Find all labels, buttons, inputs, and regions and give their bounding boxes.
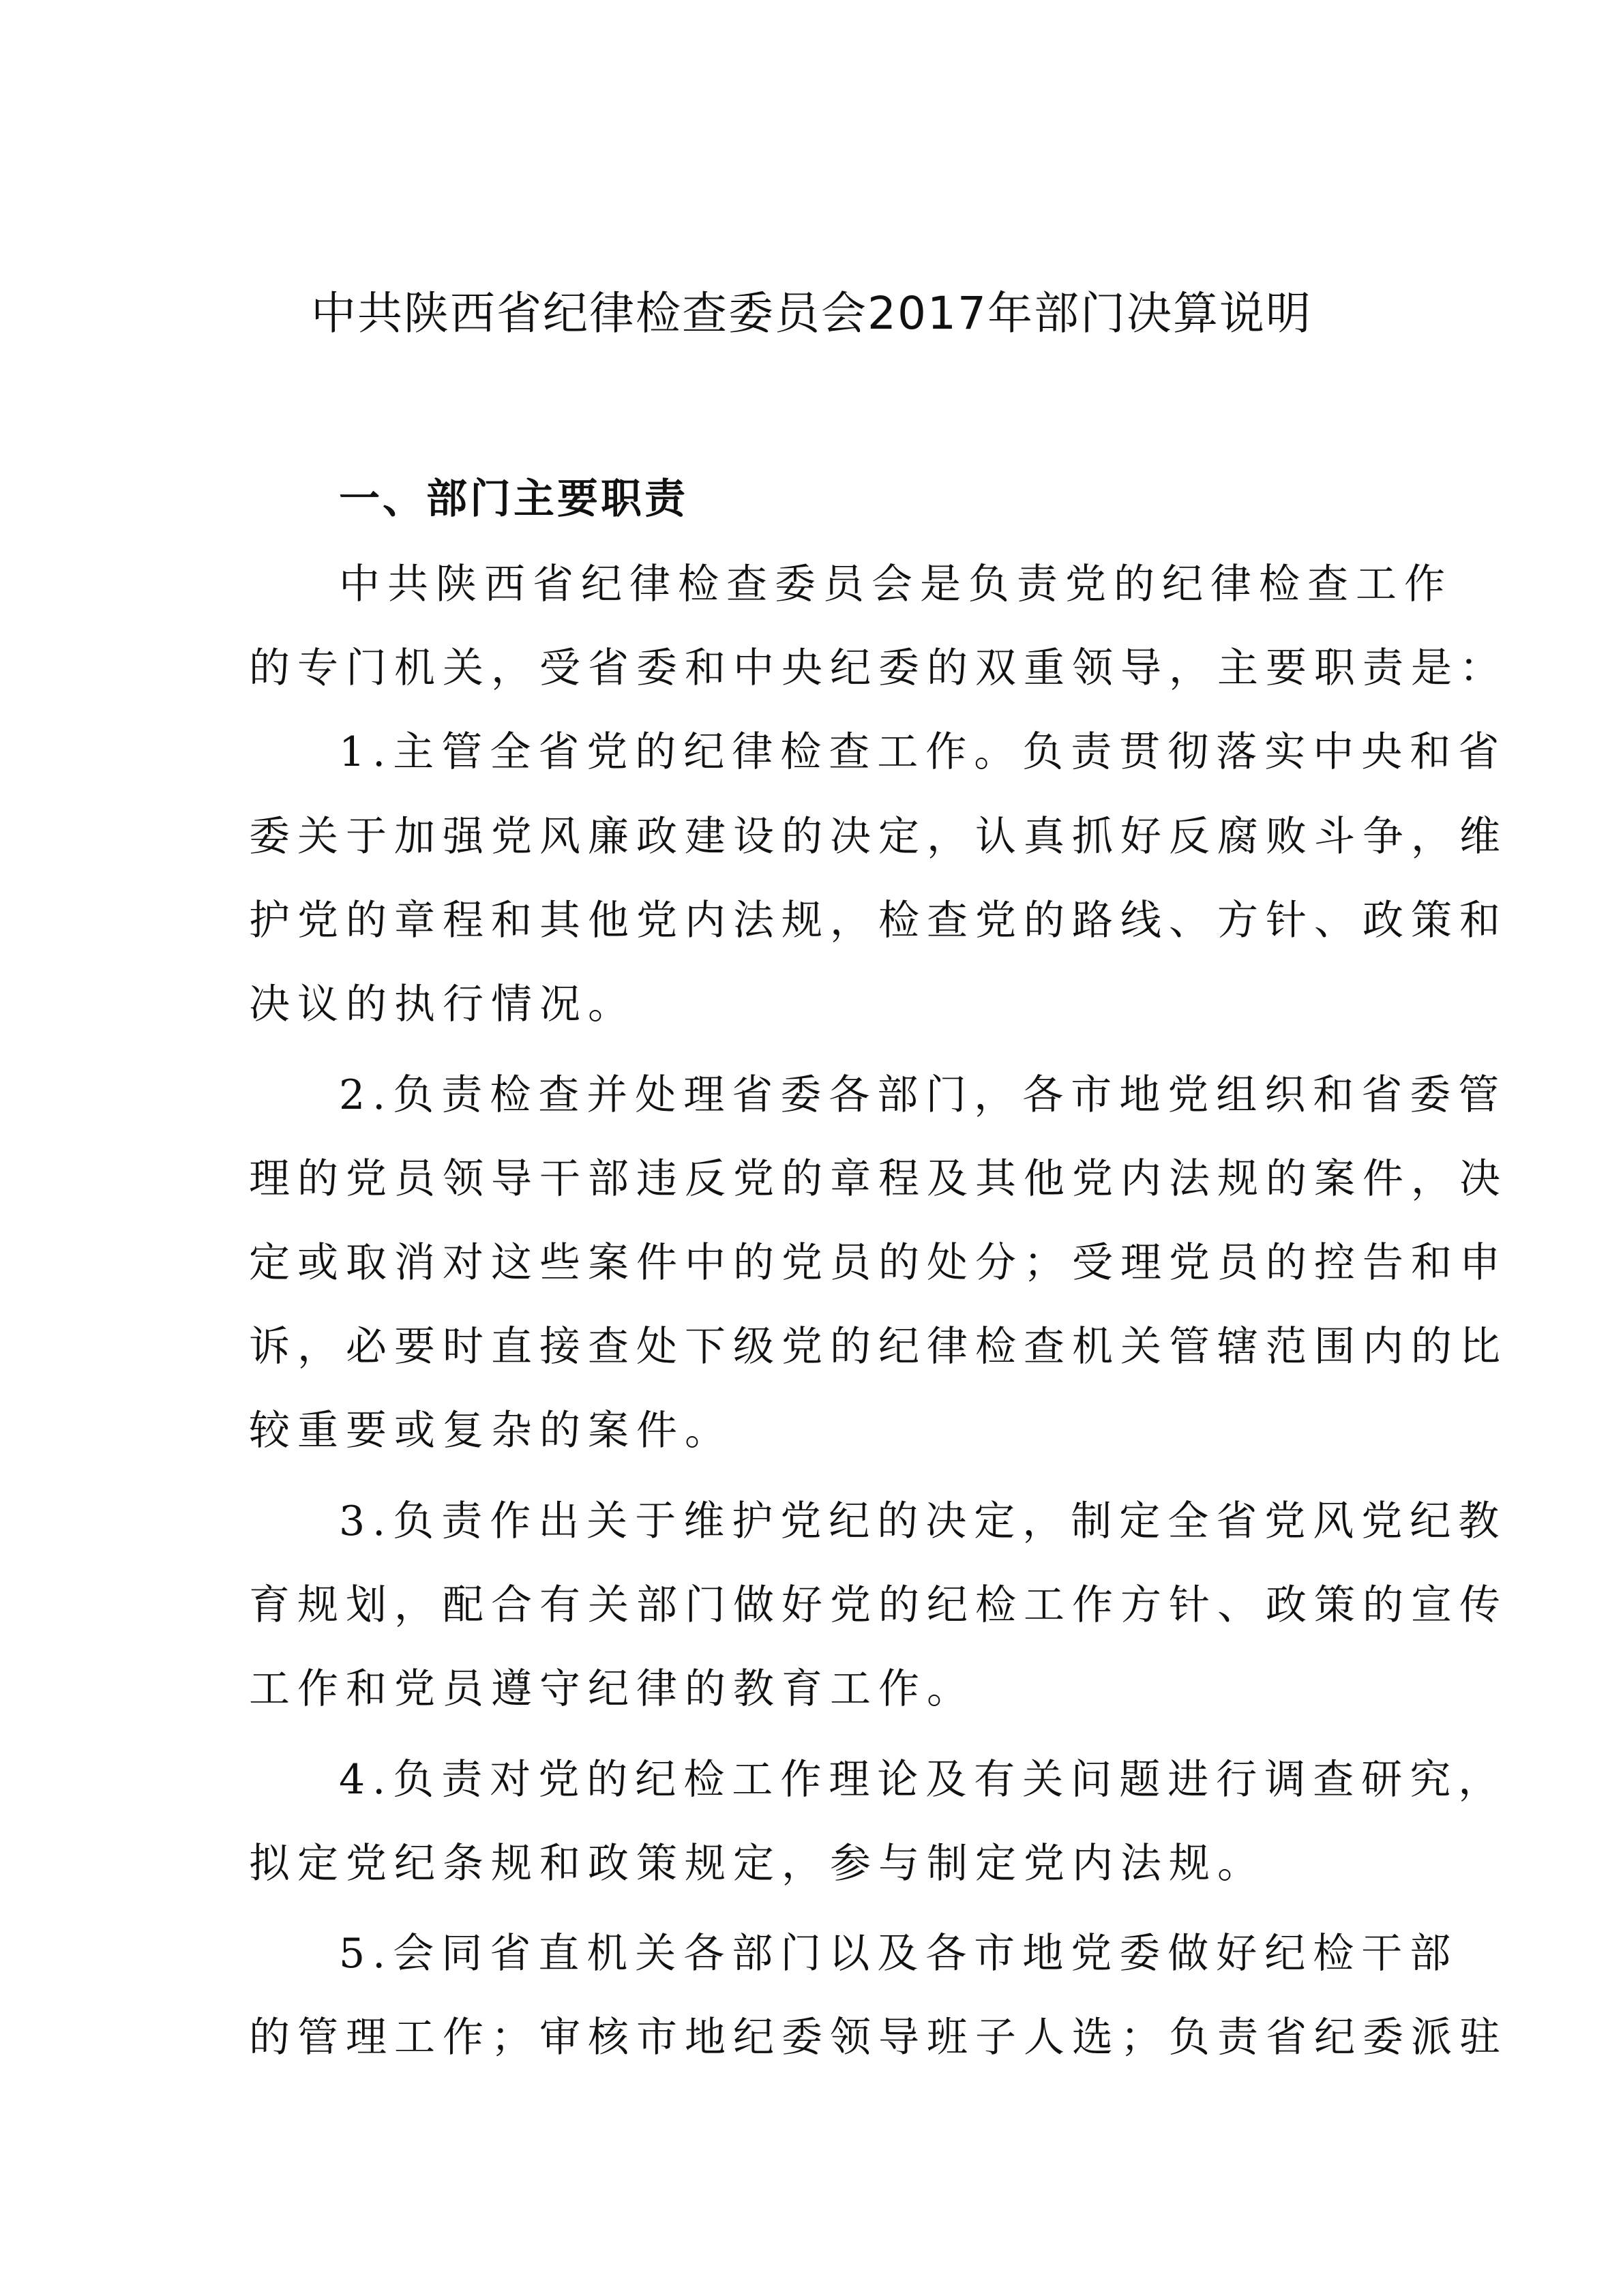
paragraph-line: 中共陕西省纪律检查委员会是负责党的纪律检查工作 bbox=[339, 561, 1453, 608]
paragraph-line: 1.主管全省党的纪律检查工作。负责贯彻落实中央和省 bbox=[339, 728, 1507, 776]
paragraph-line: 的管理工作；审核市地纪委领导班子人选；负责省纪委派驻 bbox=[249, 2014, 1508, 2061]
paragraph-line: 诉，必要时直接查处下级党的纪律检查机关管辖范围内的比 bbox=[249, 1323, 1508, 1371]
document-title: 中共陕西省纪律检查委员会2017年部门决算说明 bbox=[311, 287, 1312, 340]
paragraph-line: 工作和党员遵守纪律的教育工作。 bbox=[249, 1665, 975, 1713]
paragraph-line: 的专门机关，受省委和中央纪委的双重领导，主要职责是： bbox=[249, 644, 1508, 692]
paragraph-line: 定或取消对这些案件中的党员的处分；受理党员的控告和申 bbox=[249, 1239, 1508, 1287]
section-heading: 一、部门主要职责 bbox=[339, 475, 688, 523]
paragraph-line: 3.负责作出关于维护党纪的决定，制定全省党风党纪教 bbox=[339, 1497, 1507, 1545]
paragraph-line: 理的党员领导干部违反党的章程及其他党内法规的案件，决 bbox=[249, 1155, 1508, 1203]
paragraph-line: 4.负责对党的纪检工作理论及有关问题进行调查研究， bbox=[339, 1756, 1507, 1804]
paragraph-line: 5.会同省直机关各部门以及各市地党委做好纪检干部 bbox=[339, 1930, 1459, 1978]
paragraph-line: 2.负责检查并处理省委各部门，各市地党组织和省委管 bbox=[339, 1071, 1507, 1119]
paragraph-line: 较重要或复杂的案件。 bbox=[249, 1407, 733, 1455]
paragraph-line: 护党的章程和其他党内法规，检查党的路线、方针、政策和 bbox=[249, 897, 1508, 944]
paragraph-line: 育规划，配合有关部门做好党的纪检工作方针、政策的宣传 bbox=[249, 1581, 1508, 1629]
paragraph-line: 拟定党纪条规和政策规定，参与制定党内法规。 bbox=[249, 1840, 1266, 1888]
paragraph-line: 决议的执行情况。 bbox=[249, 981, 636, 1028]
paragraph-line: 委关于加强党风廉政建设的决定，认真抓好反腐败斗争，维 bbox=[249, 813, 1508, 861]
